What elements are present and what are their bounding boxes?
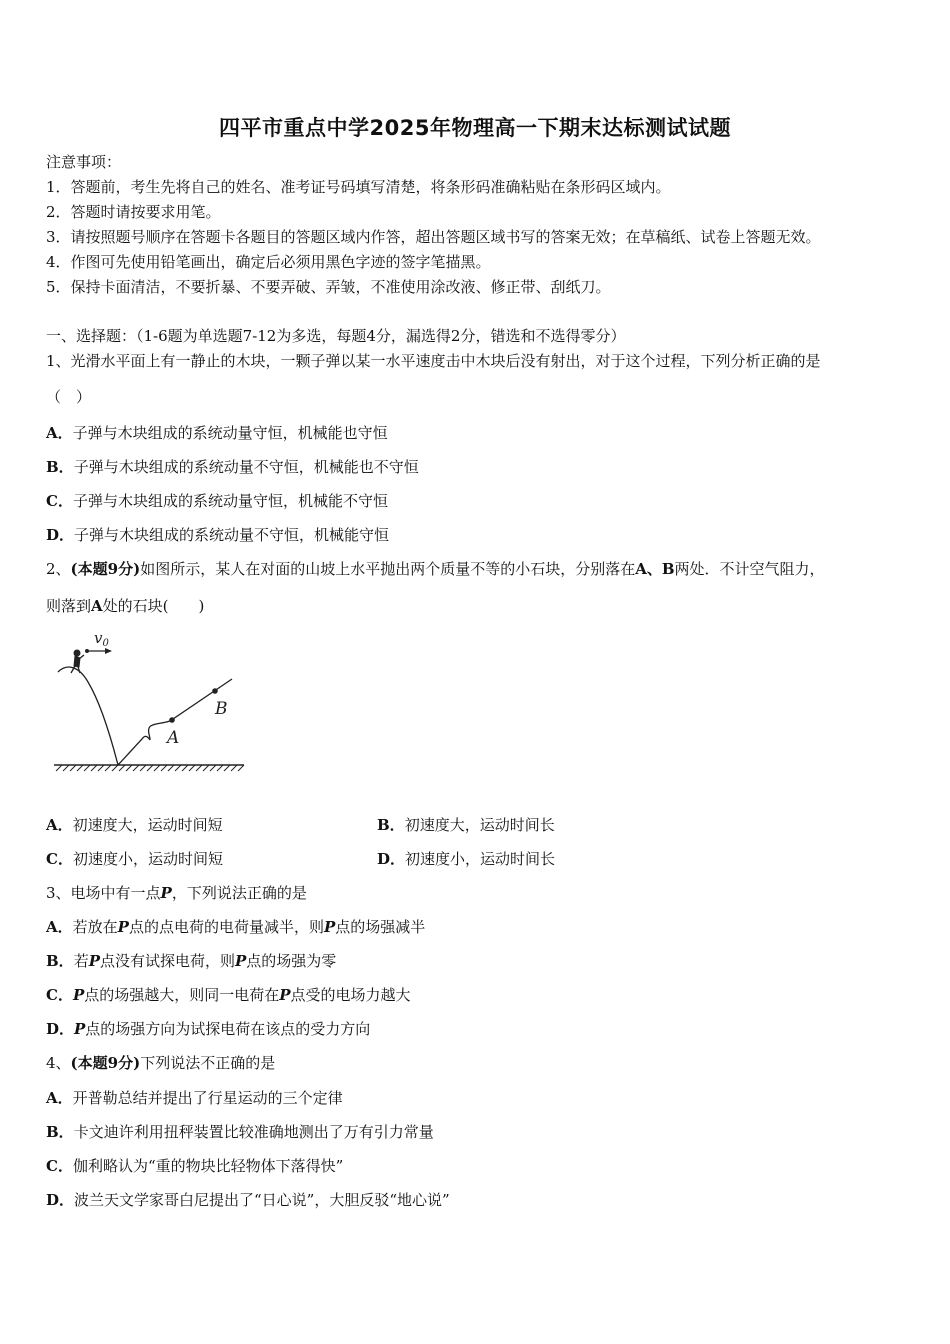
option-text: 卡文迪许利用扭秤装置比较准确地测出了万有引力常量 <box>73 1123 434 1141</box>
q3-stem <box>46 883 307 903</box>
q2-option-b <box>377 815 555 835</box>
notice-item: 3．请按照题号顺序在答题卡各题目的答题区域内作答，超出答题区域书写的答案无效；在草稿纸、试卷上答题无效。 <box>46 228 821 246</box>
notice-heading: 注意事项： <box>46 153 122 171</box>
option-label: D． <box>46 526 75 544</box>
q3-option-b <box>46 951 336 971</box>
option-label: C． <box>46 1157 73 1175</box>
point-p: P <box>117 918 129 936</box>
q2-stem-text: 两处．不计空气阻力， <box>674 560 825 578</box>
option-label: A． <box>46 424 73 442</box>
q4-option-b <box>46 1122 434 1142</box>
section-heading: 一、选择题：（1-6题为单选题7-12为多选，每题4分，漏选得2分，错选和不选得零分） <box>46 327 626 345</box>
point-p: P <box>74 1020 86 1038</box>
q2-prefix: 2、 <box>46 560 71 578</box>
option-text: 开普勒总结并提出了行星运动的三个定律 <box>72 1089 343 1107</box>
q4-option-c <box>46 1156 343 1176</box>
point-p: P <box>323 918 336 936</box>
q3-option-c <box>46 985 411 1005</box>
q2-stem-text: 则落到 <box>46 597 92 615</box>
q2-option-c <box>46 849 223 869</box>
option-label: D． <box>46 1191 75 1209</box>
option-label: B． <box>46 1123 74 1141</box>
option-label: D． <box>377 850 406 868</box>
ground-hatch <box>56 765 244 771</box>
point-a-label: A <box>167 728 180 748</box>
point-a-marker <box>169 717 175 723</box>
q1-blank: （ ） <box>46 388 92 406</box>
option-text: 初速度小，运动时间长 <box>405 850 556 868</box>
point-p: P <box>72 986 85 1004</box>
q2-option-a <box>46 815 223 835</box>
q4-prefix: 4、 <box>46 1054 71 1072</box>
page-title: 四平市重点中学2025年物理高一下期末达标测试试题 <box>219 116 731 140</box>
q4-tag: (本题9分) <box>70 1054 141 1072</box>
q2-stem-text: 处的石块( ) <box>102 597 205 615</box>
option-text: 点没有试探电荷，则 <box>99 952 235 970</box>
q1-option-c <box>46 491 388 511</box>
option-text: 波兰天文学家哥白尼提出了“日心说”，大胆反驳“地心说” <box>74 1191 450 1209</box>
point-b-label: B <box>215 699 228 719</box>
option-text: 初速度大，运动时间短 <box>72 816 223 834</box>
velocity-subscript: 0 <box>102 638 109 649</box>
option-label: A． <box>46 816 73 834</box>
q2-stem <box>46 559 825 579</box>
option-text: 点的场强方向为试探电荷在该点的受力方向 <box>85 1020 371 1038</box>
point-p: P <box>235 952 247 970</box>
q1-option-b <box>46 457 419 477</box>
option-text: 点的场强减半 <box>335 918 426 936</box>
q2-points: A、B <box>635 560 675 578</box>
option-label: A． <box>46 1089 73 1107</box>
q2-stem-line2 <box>46 596 204 616</box>
notice-item: 2．答题时请按要求用笔。 <box>46 203 221 221</box>
option-label: C． <box>46 492 73 510</box>
option-label: B． <box>377 816 405 834</box>
option-text: 点的场强越大，则同一电荷在 <box>84 986 280 1004</box>
left-cliff <box>58 667 118 765</box>
q3-stem-text: ，下列说法正确的是 <box>171 884 307 902</box>
option-label: D． <box>46 1020 75 1038</box>
option-text: 点的点电荷的电荷量减半，则 <box>128 918 324 936</box>
point-p: P <box>160 884 172 902</box>
option-text: 子弹与木块组成的系统动量守恒，机械能不守恒 <box>72 492 388 510</box>
q2-option-d <box>377 849 555 869</box>
q2-stem-text: 如图所示，某人在对面的山坡上水平抛出两个质量不等的小石块，分别落在 <box>140 560 636 578</box>
velocity-label: $v_0$ <box>94 629 109 649</box>
notice-item: 4．作图可先使用铅笔画出，确定后必须用黑色字迹的签字笔描黑。 <box>46 253 491 271</box>
option-text: 子弹与木块组成的系统动量守恒，机械能也守恒 <box>72 424 388 442</box>
option-text: 子弹与木块组成的系统动量不守恒，机械能也不守恒 <box>73 458 419 476</box>
option-label: C． <box>46 850 73 868</box>
option-text: 若 <box>73 952 89 970</box>
q4-option-a <box>46 1088 343 1108</box>
point-p: P <box>88 952 100 970</box>
q3-option-a <box>46 917 425 937</box>
option-text: 伽利略认为“重的物块比轻物体下落得快” <box>72 1157 344 1175</box>
q4-option-d <box>46 1190 450 1210</box>
option-text: 点受的电场力越大 <box>290 986 411 1004</box>
option-label: C． <box>46 986 73 1004</box>
option-text: 初速度大，运动时间长 <box>404 816 555 834</box>
q1-option-d <box>46 525 389 545</box>
option-label: A． <box>46 918 73 936</box>
q1-stem: 1、光滑水平面上有一静止的木块，一颗子弹以某一水平速度击中木块后没有射出，对于这个过程，下列分析正确的是 <box>46 352 821 370</box>
option-text: 若放在 <box>72 918 118 936</box>
option-label: B． <box>46 458 74 476</box>
q2-figure <box>46 622 252 778</box>
q2-tag: (本题9分) <box>70 560 141 578</box>
point-b-marker <box>212 688 218 694</box>
option-text: 初速度小，运动时间短 <box>72 850 223 868</box>
q2-point-a: A <box>91 597 103 615</box>
q1-option-a <box>46 423 388 443</box>
notice-item: 5．保持卡面清洁，不要折暴、不要弄破、弄皱，不准使用涂改液、修正带、刮纸刀。 <box>46 278 611 296</box>
q4-stem <box>46 1053 275 1073</box>
option-label: B． <box>46 952 74 970</box>
option-text: 点的场强为零 <box>246 952 337 970</box>
notice-item: 1．答题前，考生先将自己的姓名、准考证号码填写清楚，将条形码准确粘贴在条形码区域内。 <box>46 178 671 196</box>
point-p: P <box>279 986 291 1004</box>
q3-option-d <box>46 1019 370 1039</box>
option-text: 子弹与木块组成的系统动量不守恒，机械能守恒 <box>74 526 390 544</box>
q3-stem-text: 3、电场中有一点 <box>46 884 161 902</box>
q4-stem-text: 下列说法不正确的是 <box>140 1054 276 1072</box>
